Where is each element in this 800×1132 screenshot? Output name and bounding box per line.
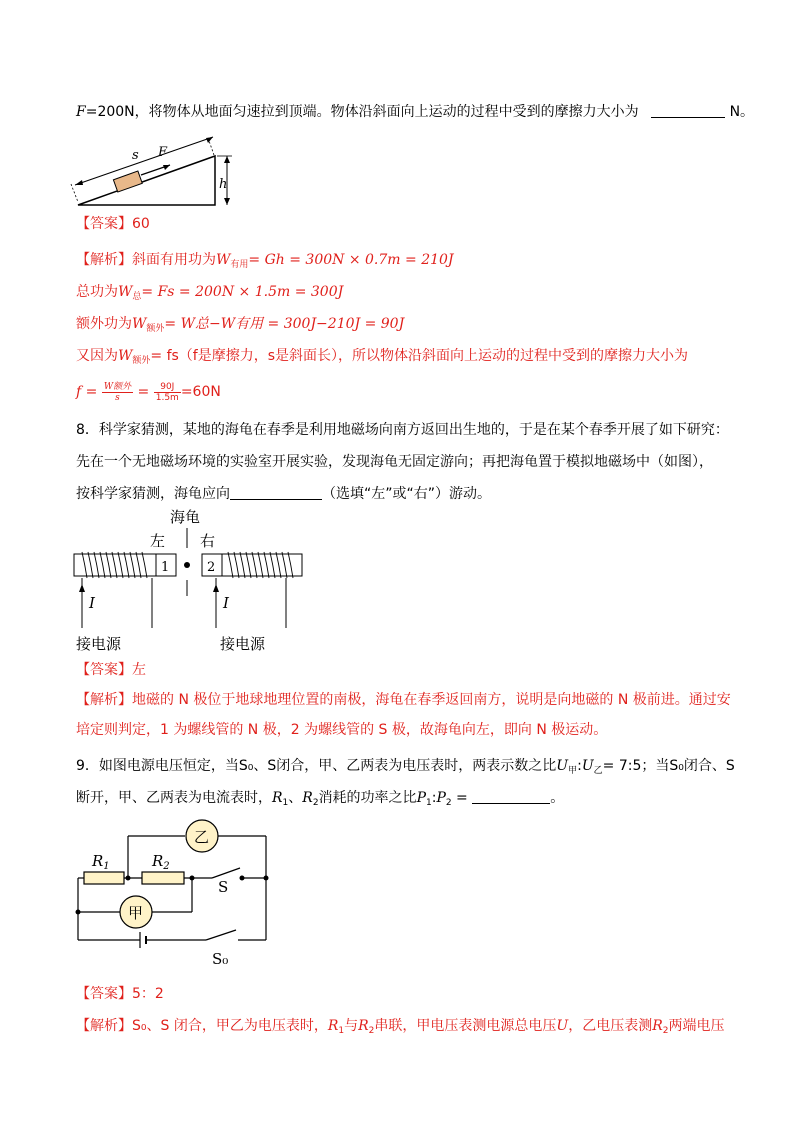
q9-line-1: 9．如图电源电压恒定，当S₀、S闭合，甲、乙两表为电压表时，两表示数之比$U_甲:U_乙=$ 7:5；当S₀闭合、S: [76, 758, 735, 776]
q9-fig-S: S: [218, 878, 229, 896]
q7-analysis-line-2: 总功为$W_总= Fs = 200N \times 1.5m = 300J$: [76, 284, 344, 302]
q7-intro-unit: N。: [729, 104, 755, 120]
q8-answer: [76, 660, 146, 680]
q8-fig-turtle: 海龟: [170, 508, 201, 526]
q7-analysis-line-1: 【解析】斜面有用功为$W_{有用}= Gh = 300N \times 0.7m = 210J$: [76, 252, 454, 270]
analysis-text: 又因为: [76, 348, 118, 364]
q8-fig-power-left: 接电源: [76, 635, 122, 653]
analysis-text: 斜面有用功为: [132, 252, 216, 268]
equation: = fs（f是摩擦力，s是斜面长），所以物体沿斜面向上运动的过程中受到的摩擦力大小为: [150, 348, 689, 364]
q8-line-2: 先在一个无地磁场环境的实验室开展实验，发现海龟无固定游向；再把海龟置于模拟地磁场中（如图），: [76, 454, 713, 470]
q7-fig-h-label: h: [219, 177, 228, 192]
q8-line-1: 8．科学家猜测，某地的海龟在春季是利用地磁场向南方返回出生地的，于是在某个春季开展了如下研究：: [76, 422, 729, 438]
q7-fig-s-label: s: [132, 148, 139, 163]
q7-intro: [76, 102, 754, 122]
q7-analysis-line-4: 又因为$W_{额外}= fs(f$是摩擦力，s是斜面长），所以物体沿斜面向上运动的过程中受到的摩擦力大小为: [76, 348, 689, 366]
q8-analysis-line-2: 培定则判定，1 为螺线管的 N 极，2 为螺线管的 S 极，故海龟向左，即向 N 极运动。: [76, 722, 608, 738]
q7-analysis-line-3: 额外功为$W_{额外}= W$总−W有用 = 300J−210J = 90J: [76, 316, 405, 334]
question-text: 。: [550, 790, 565, 806]
answer-tag: 【答案】: [76, 986, 132, 1002]
subscript: 总: [132, 292, 142, 302]
analysis-text: ，乙电压表测: [568, 1018, 653, 1034]
q9-analysis-line-1: 【解析】S₀、S 闭合，甲乙为电压表时，$R_1$与$R_2$串联，甲电压表测电源总电压U，乙电压表测$R_2$两端电压: [76, 1018, 725, 1036]
fraction-2: [154, 382, 181, 403]
q7-analysis-line-5: f = $\frac{\text{W额外}}{s}$ = $\frac{90J}{1.5m}$ =60N: [76, 381, 221, 403]
q7-intro-text: =200N，将物体从地面匀速拉到顶端。物体沿斜面向上运动的过程中受到的摩擦力大小为: [85, 104, 639, 120]
analysis-tag: 【解析】: [76, 692, 132, 708]
analysis-tag: 【解析】: [76, 252, 132, 268]
equation: = Fs = 200N × 1.5m = 300J: [141, 284, 344, 300]
q9-fig-yi: 乙: [194, 828, 210, 846]
q7-fig-F-label: F: [158, 145, 168, 160]
question-text: 按科学家猜测，海龟应向: [76, 486, 230, 502]
answer-value: 60: [132, 216, 150, 232]
q8-fig-2: 2: [207, 560, 216, 575]
q8-fig-power-right: 接电源: [220, 635, 266, 653]
q8-fig-I-right: I: [223, 594, 229, 612]
question-text: 断开，甲、乙两表为电流表时，: [76, 790, 272, 806]
q8-fig-1: 1: [161, 560, 170, 575]
subscript: 有用: [230, 260, 249, 270]
q8-line-3: [76, 484, 491, 504]
answer-tag: 【答案】: [76, 216, 132, 232]
q7-incline-figure: [70, 132, 240, 212]
q8-fig-right: 右: [200, 532, 216, 550]
equation: = W总−W有用 = 300J−210J = 90J: [164, 316, 405, 332]
analysis-text: S₀、S 闭合，甲乙为电压表时，: [132, 1018, 328, 1034]
analysis-text: 总功为: [76, 284, 118, 300]
q9-fig-jia: 甲: [128, 904, 144, 922]
q9-fig-R1: $R_1$: [92, 852, 110, 872]
answer-value: 左: [132, 662, 146, 678]
subscript: 额外: [132, 356, 151, 366]
q9-fig-S0: S₀: [212, 950, 229, 968]
q9-fig-R2: $R_2$: [152, 852, 170, 872]
analysis-text: 两端电压: [668, 1018, 725, 1034]
analysis-text: 额外功为: [76, 316, 132, 332]
q9-line-2: 断开，甲、乙两表为电流表时，$R_1$、$R_2$消耗的功率之比$P_1:P_2$ = 。: [76, 790, 565, 808]
question-text: （选填“左”或“右”）游动。: [322, 486, 492, 502]
q8-solenoid-figure: [70, 504, 310, 654]
q7-answer: [76, 214, 150, 234]
question-text: = 7:5；当S₀闭合、S: [602, 758, 735, 774]
equation-result: =60N: [180, 384, 221, 400]
q8-answer-blank[interactable]: [230, 485, 322, 500]
numerator: W额外: [103, 381, 132, 392]
fraction-1: [102, 382, 133, 403]
answer-value: 5：2: [132, 986, 164, 1002]
denominator: s: [115, 392, 120, 403]
analysis-tag: 【解析】: [76, 1018, 132, 1034]
q9-answer-blank[interactable]: [472, 789, 550, 804]
equation: = Gh = 300N × 0.7m = 210J: [248, 252, 454, 268]
q7-force-symbol: F: [76, 104, 86, 120]
numerator: 90J: [154, 382, 181, 393]
subscript: 额外: [146, 324, 165, 334]
q8-fig-left: 左: [150, 532, 166, 550]
q9-answer: [76, 984, 164, 1004]
answer-tag: 【答案】: [76, 662, 132, 678]
q8-fig-I-left: I: [89, 594, 95, 612]
q8-analysis-line-1: [76, 690, 731, 710]
q9-circuit-figure: [70, 812, 280, 972]
question-text: 消耗的功率之比: [318, 790, 417, 806]
q7-answer-blank[interactable]: [651, 103, 725, 118]
denominator: 1.5m: [155, 392, 179, 403]
question-text: 9．如图电源电压恒定，当S₀、S闭合，甲、乙两表为电压表时，两表示数之比: [76, 758, 557, 774]
equation: f =: [76, 384, 98, 400]
analysis-text: 地磁的 N 极位于地球地理位置的南极，海龟在春季返回南方，说明是向地磁的 N 极前进。通过安: [132, 692, 731, 708]
analysis-text: 串联，甲电压表测电源总电压: [374, 1018, 557, 1034]
